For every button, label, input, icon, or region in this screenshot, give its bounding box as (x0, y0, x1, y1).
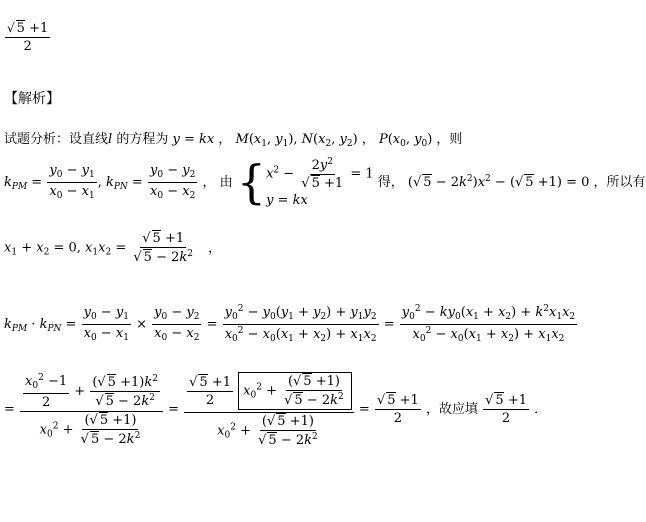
answer-fraction: $\frac{√ 5 +1}{2}$ (7, 21, 49, 54)
analysis-line-2: $k_{PM}$ = $\frac{y_0 - y_1}{x_0 - x_1}$ , $k_{PN}$ = $\frac{y_0 - y_2}{x_0 - x_2}$ ， 由 { $x^2$ − $\frac{2y^2}{√ 5 +1}$ = 1 y = kx 得， (√ $5 - 2k^2)x^2$ − (√ 5 +1) = 0 ，所以有 (4, 155, 646, 210)
analysis-line-1: 试题分析：设直线l 的方程为 y = kx ， $M(x_1$, $y_1$), $N(x_2$, $y_2$) ， $P(x_0$, $y_0$) ，则 (4, 132, 463, 149)
analysis-label: 试题分析：设直线 (4, 132, 109, 147)
analysis-line-4: $k_{PM} \cdot k_{PN}$ = $\frac{y_0 - y_1}{x_0 - x_1}$ × $\frac{y_0 - y_2}{x_0 - x_2}$ = $\frac{y_0^2 - y_0(y_1 + y_2) + y_1y_2}{x_0^2 - x_0(x_1 + x_2) + x_1x_2}$ = $\frac{y_0^2 - ky_0(x_1 + x_2) + k^2x_1x_2}{x_0^2 - x_0(x_1 + x_2) + x_1x_2}$ (4, 304, 576, 344)
analysis-line-3: $x_1 + x_2 = 0$, $x_1x_2$ = $\frac{√ 5 +1}{√ 5 - 2k^2}$ ， (4, 231, 222, 265)
analysis-heading: 【解析】 (4, 91, 60, 107)
analysis-line-5: = $\frac{x_0^2 -1}{2}$ + $\frac{(√ 5 +1)k^2}{√ 5 - 2k^2}$ $x_0^2$ + $\frac{(√ 5 +1)}{√ 5 - 2k^2}$ = $\frac{√ 5 +1}{2}$ $x_0^2$ + $\frac{(√ 5 +1)}{√ 5 - 2k^2}$ $x_0^2$ + $\frac{(√ 5 +1)}{√ 5 - 2k^2}$ = $\frac{√ 5 +1}{2}$ ，故应填 $\frac{√ 5 +1}{2}$ ． (4, 372, 548, 448)
